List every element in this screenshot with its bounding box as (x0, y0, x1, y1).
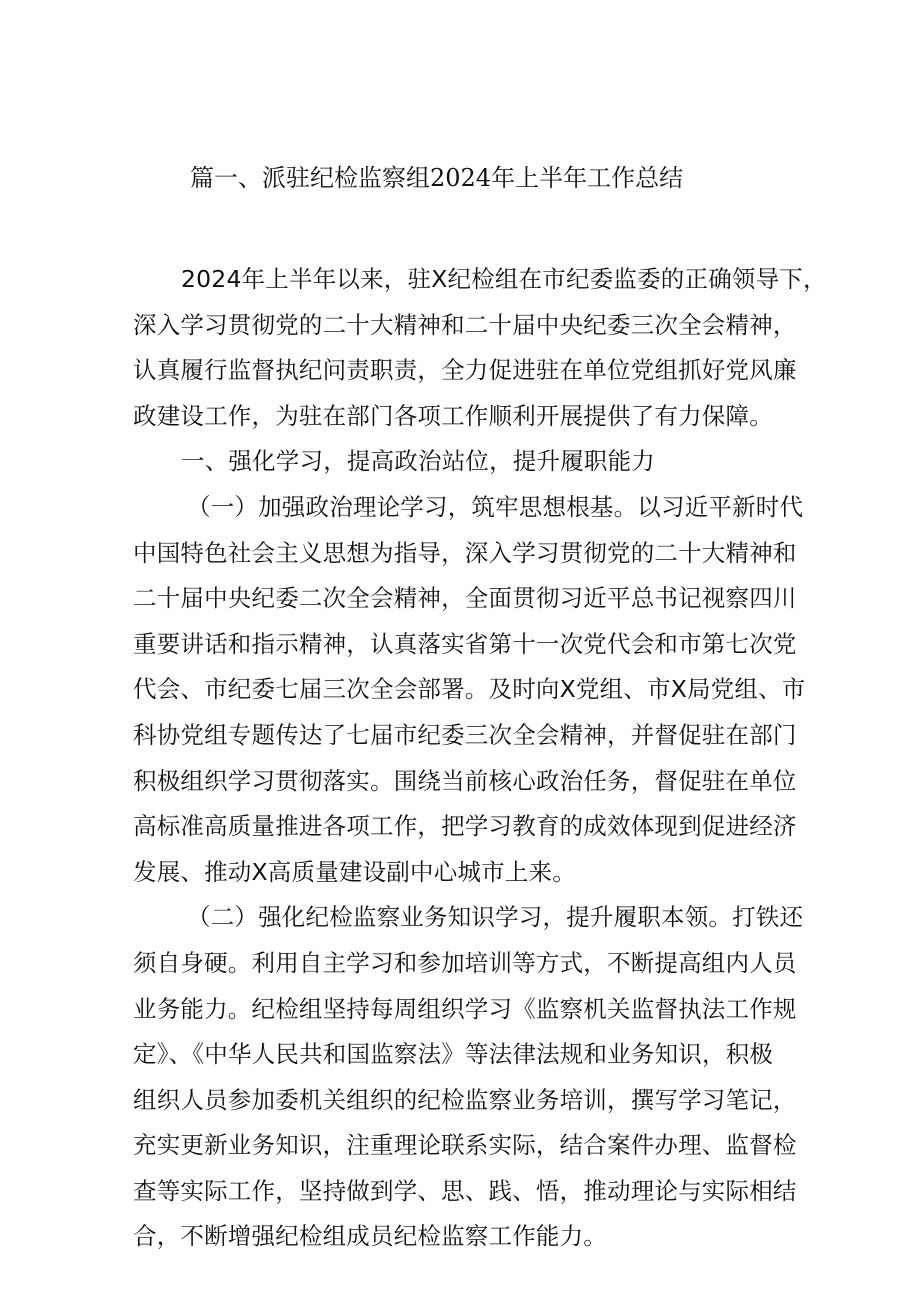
paragraph-line: 积极组织学习贯彻落实。围绕当前核心政治任务，督促驻在单位 (133, 766, 797, 795)
paragraph-line: （二）强化纪检监察业务知识学习，提升履职本领。打铁还 (187, 903, 804, 932)
paragraph-line: 查等实际工作，坚持做到学、思、践、悟，推动理论与实际相结 (133, 1176, 797, 1205)
paragraph-line: 发展、推动X高质量建设副中心城市上来。 (133, 857, 576, 886)
paragraph-line: 认真履行监督执纪问责职责，全力促进驻在单位党组抓好党风廉 (133, 356, 797, 385)
document-body (133, 257, 827, 1260)
paragraph-line: 二十届中央纪委二次全会精神，全面贯彻习近平总书记视察四川 (133, 584, 797, 613)
paragraph-line: 深入学习贯彻党的二十大精神和二十届中央纪委三次全会精神， (133, 310, 797, 339)
paragraph-line: 定》、《中华人民共和国监察法》等法律法规和业务知识，积极 (133, 1040, 774, 1069)
paragraph-line: 代会、市纪委七届三次全会部署。及时向X党组、市X局党组、市 (133, 675, 806, 704)
paragraph-line: 政建设工作，为驻在部门各项工作顺利开展提供了有力保障。 (133, 401, 773, 430)
paragraph-line: （一）加强政治理论学习，筑牢思想根基。以习近平新时代 (187, 492, 804, 521)
paragraph-line: 组织人员参加委机关组织的纪检监察业务培训，撰写学习笔记， (133, 1085, 797, 1114)
paragraph-line: 2024年上半年以来，驻X纪检组在市纪委监委的正确领导下， (181, 265, 827, 293)
paragraph-line: 中国特色社会主义思想为指导，深入学习贯彻党的二十大精神和 (133, 538, 797, 567)
section-heading: 一、强化学习，提高政治站位，提升履职能力 (181, 447, 655, 476)
paragraph-line: 充实更新业务知识，注重理论联系实际，结合案件办理、监督检 (133, 1131, 797, 1160)
paragraph-line: 高标准高质量推进各项工作，把学习教育的成效体现到促进经济 (133, 812, 797, 841)
paragraph-line: 重要讲话和指示精神，认真落实省第十一次党代会和市第七次党 (133, 629, 797, 658)
paragraph-line: 科协党组专题传达了七届市纪委三次全会精神，并督促驻在部门 (133, 720, 797, 749)
paragraph-line: 须自身硬。利用自主学习和参加培训等方式，不断提高组内人员 (133, 948, 797, 977)
paragraph-line: 合，不断增强纪检组成员纪检监察工作能力。 (133, 1222, 607, 1251)
document-title: 篇一、派驻纪检监察组2024年上半年工作总结 (190, 164, 684, 192)
paragraph-line: 业务能力。纪检组坚持每周组织学习《监察机关监督执法工作规 (133, 994, 797, 1023)
